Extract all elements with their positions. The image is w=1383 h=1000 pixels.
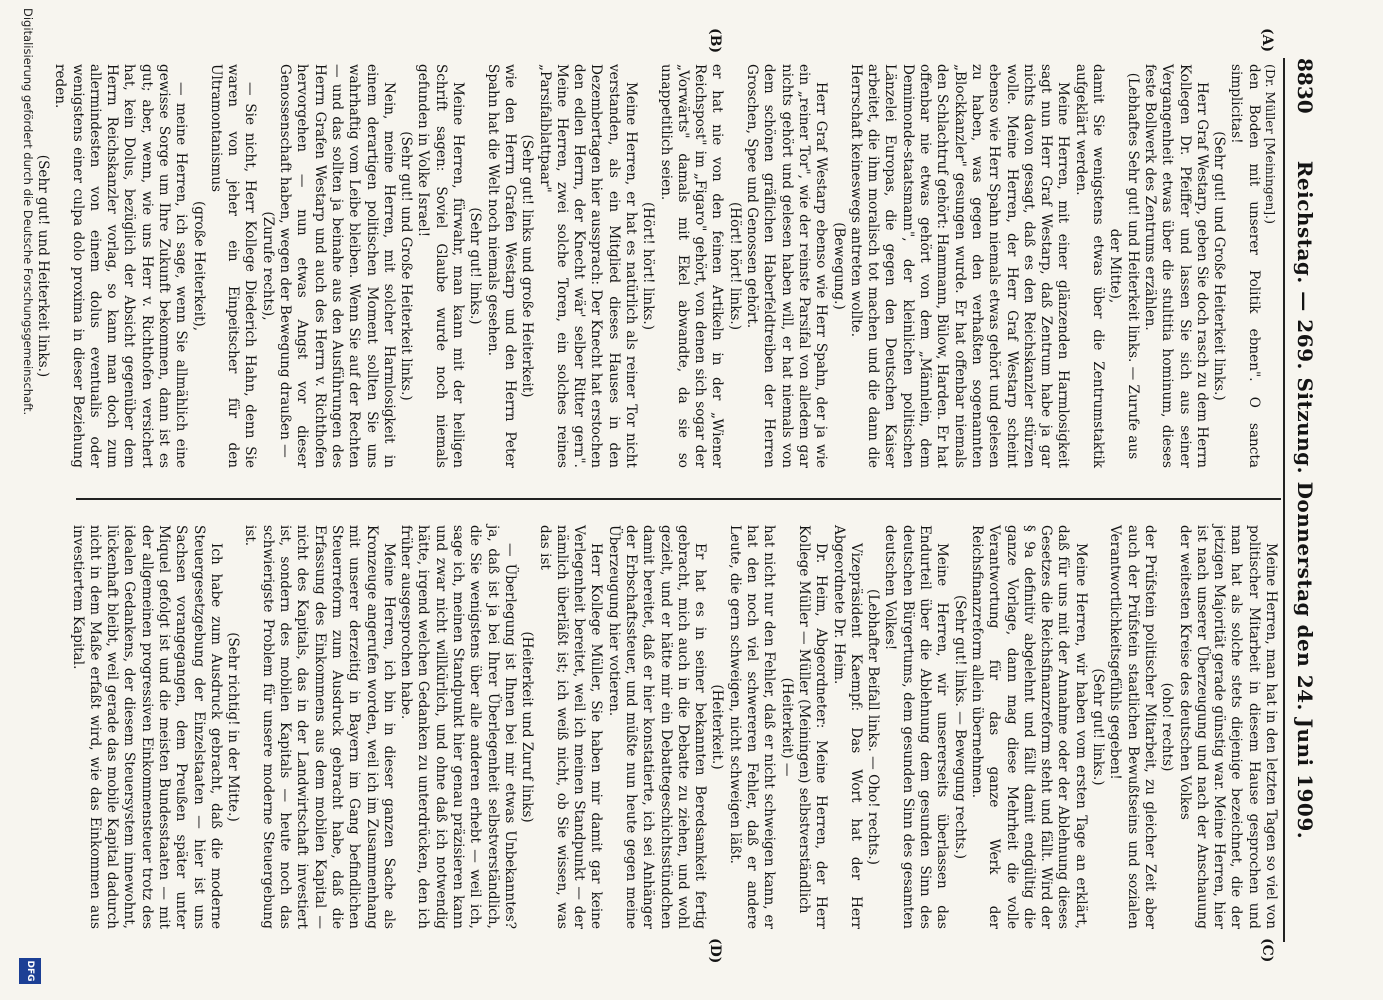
paragraph: Meine Herren, man hat in den letzten Tagen so viel von politischer Mitarbeit in diesem Hause gesprochen und man hat als solche stets diejenige bezeichnet, die der jetzigen Majorität gerade günstig war. Meine Herren, hier ist nach unserer Überzeugung und nach der Anschauung der weitesten Kreise des deutschen Volkes (1176, 525, 1279, 929)
paragraph: — Sie nicht, Herr Kollege Diederich Hahn, denn Sie waren von jeher ein Einpeitscher für den Ultramontanismus (207, 64, 259, 468)
paragraph: — meine Herren, ich sage, wenn Sie allmählich eine gewisse Sorge um Ihre Zukunft bekommen, dann ist es gut; aber, wenn, wie uns Herr v. Richthofen versichert hat, kein Dolus, bezüglich der Absicht gegenüber dem Herrn Reichskanzler vorlag, so kann man doch zum allermindesten von einem dolus eventualis oder wenigstens einer culpa dolo proxima in dieser Beziehung reden. (52, 64, 190, 468)
paragraph: (Sehr gut! links. — Bewegung rechts.) (951, 594, 968, 860)
margin-mark-c: (C) (1259, 938, 1275, 963)
paragraph: Herr Graf Westarp, geben Sie doch rasch zu dem Herrn Kollegen Dr. Pfeiffer und lassen Sie sich aus seiner Vergangenheit etwas über die stultitia hominum, dieses feste Bollwerk des Zentrums erzählen. (1141, 64, 1210, 468)
paragraph: (Sehr gut! und Große Heiterkeit links.) (398, 131, 415, 401)
page-title: Reichstag. — 269. Sitzung. Donnerstag den 24. Juni 1909. (1293, 160, 1317, 840)
page-header (1283, 58, 1323, 942)
paragraph: der Prüfstein politischer Mitarbeit, zu gleicher Zeit aber auch der Prüfstein staatlichen Bewußtseins und sozialen Verantwortlichkeitsgefühls gegeben! (1107, 525, 1158, 929)
paragraph: Vizepräsident Kaempf: Das Wort hat der Herr Abgeordnete Dr. Heim. (830, 525, 864, 929)
margin-mark-b: (B) (707, 28, 723, 54)
paragraph: (Lebhafter Beifall links. — Oho! rechts.) (865, 589, 882, 865)
paragraph: Meine Herren, wir unsererseits überlassen das Endurteil über die Ablehnung dem gesunden Sinn des deutschen Bürgertums, dem gesunden Sinn des gesamten deutschen Volkes! (882, 525, 951, 929)
paragraph: — Überlegung ist Ihnen bei mir etwas Unbekanntes? ja, daß ist ja bei Ihrer Überlegenheit selbstverständlich, die Sie wenigstens über alle anderen erhebt — weil ich, sage ich, meinen Standpunkt hier genau präzisieren kann und zwar nicht willkürlich, und ohne daß ich notwendig hätte, irgend welchen Gedanken zu unterdrücken, den ich früher ausgesprochen habe. (398, 525, 518, 929)
dfg-logo: DFG (19, 958, 41, 984)
paragraph: (Bewegung.) (830, 222, 847, 310)
paragraph: (große Heiterkeit), (190, 200, 207, 332)
paragraph: (Zurufe rechts), (259, 211, 276, 321)
paragraph: Meine Herren, wir haben vom ersten Tage an erklärt, daß für uns mit der Annahme oder der Ablehnung dieses Gesetzes die Reichsfinanzreform steht und fällt. Wird der § 9a definitiv abgelehnt und fällt damit endgültig die ganze Vorlage, dann mag diese Mehrheit die volle Verantwortung für das ganze Werk der Reichsfinanzreform allein übernehmen. (968, 525, 1089, 929)
paragraph: (Hört! hört! links.) (726, 201, 743, 331)
paragraph: den Boden mit unserer Politik ebnen". O sancta simplicitas! (1228, 64, 1262, 468)
paragraph: (Heiterkeit.) (709, 684, 726, 770)
paragraph: (Lebhaftes Sehr gut! und Heiterkeit links. — Zurufe aus der Mitte), (1107, 72, 1141, 460)
paragraph: (Sehr gut! links und große Heiterkeit) (519, 134, 536, 398)
paragraph: Nein, meine Herren, mit solcher Harmlosigkeit in einem derartigen politischen Moment sollten Sie uns wahrhaftig vom Leibe bleiben. Wenn Sie auf der Rechten — und das sollten ja beinahe aus den Ausführungen des Herrn Grafen Westarp und auch des Herrn v. Richthofen hervorgehen — nun etwas Angst vor dieser Genossenschaft haben, wegen der Bewegung draußen — (277, 64, 397, 468)
right-text-column (69, 525, 1279, 929)
paragraph: Er hat es in seiner bekannten Beredsamkeit fertig gebracht, mich auch in die Debatte zu ziehen, und wohl gezielt, und er hätte mir ein Debattegeschichtsstündchen damit bereitet, daß er hier konstatierte, ich sei Anhänger der Erbschaftssteuer, und müßte nun heute gegen meine Überzeugung hier votieren. (605, 525, 709, 929)
paragraph: er hat nie von den feinen Artikeln in der „Wiener Reichspost" im „Figaro" gehört, von denen sich sogar der „Vorwärts" damals mit Ekel abwandte, da sie so unappetitlich seien. (657, 64, 726, 468)
left-text-column (34, 64, 1279, 468)
margin-mark-d: (D) (707, 938, 723, 964)
page-number: 8830 (1293, 58, 1317, 114)
paragraph: damit Sie wenigstens etwas über die Zentrumstaktik aufgeklärt werden. (1072, 64, 1107, 468)
paragraph: (Sehr gut! und Heiterkeit links.) (34, 154, 51, 378)
paragraph: Herr Graf Westarp ebenso wie Herr Spahn, der ja wie ein „reiner Tor", wie der reinste Parsifal von alledem gar nichts gehört und gelesen haben will, er hat niemals von dem schönen gräflichen Haberfeldtreiben der Herren Groschen, Spee und Genossen gehört. (744, 64, 830, 468)
paragraph: Meine Herren, er hat es natürlich als reiner Tor nicht verstanden, als ein Mitglied dieses Hauses in den Dezembertagen hier aussprach: Der Knecht hat erstochen den edlen Herrn, der Knecht wär' selber Ritter gern". Meine Herren, zwei solche Toren, ein solches reines „Parsifalblattpaar" (536, 64, 640, 468)
margin-mark-a: (A) (1259, 28, 1275, 53)
footer (3, 0, 63, 1000)
paragraph: Ich habe zum Ausdruck gebracht, daß die moderne Steuergesetzgebung der Einzelstaaten — hier ist uns Sachsen vorangegangen, dem Preußen später unter Miquel gefolgt ist und die meisten Bundesstaaten — mit der allgemeinen progressiven Einkommensteuer trotz des idealen Gedankens, der diesem Steuersystem innewohnt, lückenhaft bleibt, weil gerade das mobile Kapital dadurch nicht in dem Maße erfaßt wird, wie das Einkommen aus investiertem Kapital. (69, 525, 224, 929)
paragraph: Herr Kollege Müller, Sie haben mir damit gar keine Verlegenheit bereitet, weil ich meinen Standpunkt — der nämlich überläßt ist; ich weiß nicht, ob Sie wissen, was das ist (536, 525, 605, 929)
paragraph: (Heiterkeit und Zuruf links) (519, 631, 536, 823)
paragraph: (Sehr gut! links.) (1090, 668, 1107, 786)
paragraph: (Dr. Müller [Meiningen].) (1263, 64, 1278, 224)
paragraph: (Hört! hört! links.) (640, 201, 657, 331)
paragraph: Meine Herren, fürwahr, man kann mit der heiligen Schrift sagen: Soviel Glaube wurde noch niemals gefunden in Volke Israel! (415, 64, 467, 468)
column-divider (76, 498, 1281, 500)
paragraph: (Sehr gut! links.) (467, 207, 484, 325)
paragraph: Meine Herren, mit einer glänzenden Harmlosigkeit sagt nun Herr Graf Westarp, daß Zentrum habe ja gar nichts davon gesagt, daß es den Reichskanzler stürzen wolle. Meine Herren, der Herr Graf Westarp scheint ebenso wie Herr Spahn niemals etwas gehört und gelesen zu haben, was gegen den verhaßten sogenannten „Blockkanzler" gesungen wurde. Er hat offenbar niemals den Schlachtruf gehört: Hammann, Bülow, Harden. Er hat offenbar nie etwas gehört von dem „Männlein, dem Demimonde-staatsmann", der kleinlichen politischen Länzelei Europas, die gegen den Deutschen Kaiser arbeitet, die ihm moralisch tot machen und die dann die Herrschaft keineswegs antreten wollte. (847, 64, 1072, 468)
paragraph: hat nicht nur den Fehler, daß er nicht schweigen kann, er hat den noch viel schwereren Fehler, daß er andere Leute, die gern schweigen, nicht schweigen läßt. (726, 525, 778, 929)
digitization-credit: Digitalisierung gefördert durch die Deutsche Forschungsgemeinschaft. (21, 8, 35, 416)
paragraph: (oho! rechts) (1159, 682, 1176, 772)
paragraph: wie den Herrn Grafen Westarp und den Herrn Peter Spahn hat die Welt noch niemals gesehen. (484, 64, 518, 468)
paragraph: (Sehr richtig! in der Mitte.) (225, 632, 242, 822)
paragraph: (Heiterkeit) — (778, 677, 795, 777)
paragraph: Meine Herren, ich bin in dieser ganzen Sache als Kronzeuge angerufen worden, weil ich im Zusammenhang mit unserer derzeitig in Bayern im Gang befindlichen Steuerreform zum Ausdruck gebracht habe, daß die Erfassung des Einkommens aus dem mobilen Kapital — nicht des Kapitals, das in der Landwirtschaft investiert ist, sondern des mobilen Kapitals — heute noch das schwierigste Problem für unsere moderne Steuergebung ist. (242, 525, 397, 929)
paragraph: Dr. Heim, Abgeordneter: Meine Herren, der Herr Kollege Müller — Müller (Meiningen) selbstverständlich (795, 525, 830, 929)
paragraph: (Sehr gut! und Große Heiterkeit links.) (1211, 131, 1228, 401)
